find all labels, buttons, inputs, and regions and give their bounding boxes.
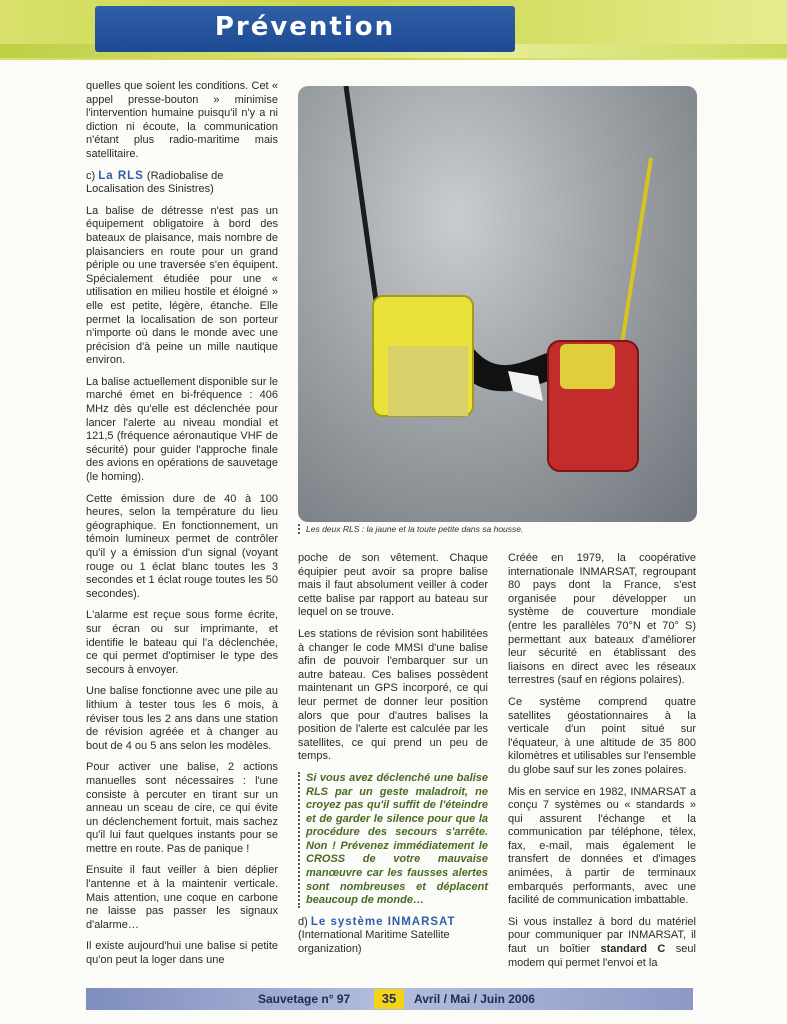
column-2 [298,552,488,965]
paragraph-part: Si vous installez à bord du matériel pour communiquer par INMARSAT, il faut un boîtier [508,915,696,956]
paragraph: Cette émission dure de 40 à 100 heures, selon la température du lieu géographique. En fonctionnement, un témoin lumineux permet de contrôler qu'il y a émission d'un signal (voyant rouge ou 1 éclat blanc toutes les 3 secondes et 1 éclat rouge toutes les 50 secondes). [86,492,278,600]
red-beacon-top [560,344,615,389]
paragraph-part: seul modem qui permet l'envoi et la [508,943,696,969]
paragraph: La balise de détresse n'est pas un équipement obligatoire à bord des bateaux de plaisance, mais nombre de plaisanciers en route pour un grand périple ou une traversée s'en équipent. Spécialement étudiée pour une « utilisation en milieu hostile et éloigné » elle est petite, légère, étanche. Elle permet la localisation de son porteur n'importe où dans le monde avec une précision d'à peine un mille nautique environ. [86,204,278,367]
paragraph: La balise actuellement disponible sur le marché émet en bi-fréquence : 406 MHz dès qu'elle est déclenchée pour lancer l'alerte au niveau mondial et 121,5 (fréquence aéronautique VHF de sécurité) pour guider l'approche finale des avions en opérations de sauvetage (le homing). [86,375,279,484]
paragraph: quelles que soient les conditions. Cet « appel presse-bouton » minimise l'intervention humaine puisqu'il n'y a ni diction ni écoute, la communication n'étant plus radio-maritime mais satellitaire. [86,80,278,160]
paragraph: Ensuite il faut veiller à bien déplier l'antenne et à la maintenir verticale. Mais attention, une coque en carbone ne laisse pas passer les signaux d'alarme… [86,864,278,931]
photo-caption: Les deux RLS : la jaune et la toute petite dans sa housse. [298,524,705,534]
column-3 [508,552,696,978]
warning-quote: Si vous avez déclenché une balise RLS par un geste maladroit, ne croyez pas qu'il suffit de l'éteindre et de garder le silence pour que la procédure des secours s'arrête. Non ! Prévenez immédiatement le CROSS de votre mauvaise manœuvre car les fausses alertes sont nombreuses et déplacent beaucoup de monde… [298,772,488,908]
section-d-heading [298,916,488,957]
column-1 [86,80,278,976]
section-c-title: La RLS [98,169,144,182]
paragraph: Mis en service en 1982, INMARSAT a conçu 7 systèmes ou « standards » qui assurent l'échange et la communication par téléphone, télex, fax, e-mail, mais également le transfert de données et d'images animées, à partir de terminaux embarqués performants, avec une facilité de communication imbattable. [508,785,696,907]
paragraph: poche de son vêtement. Chaque équipier peut avoir sa propre balise mais il faut absolument veiller à coder cette balise par rapport au bateau sur lequel on se trouve. [298,552,488,619]
antenna-right [620,158,651,356]
section-d-subtitle: (International Maritime Satellite organization) [298,929,450,956]
section-d-label: d) [298,915,311,928]
paragraph: Ce système comprend quatre satellites géostationnaires à la verticale d'un point situé sur l'équateur, à une altitude de 35 800 kilomètres et utilisables sur l'ensemble du globe sauf sur les zones polaires. [508,695,696,776]
section-c-label: c) [86,169,99,182]
yellow-beacon-label [388,346,468,416]
paragraph: Une balise fonctionne avec une pile au lithium à tester tous les 6 mois, à réviser tous les 2 ans dans une station de révision agréée et à changer au bout de 4 ou 5 ans selon les modèles. [86,685,278,752]
footer-issue: Sauvetage n° 97 [258,992,351,1006]
standard-c-term: standard C [600,943,666,956]
footer-date: Avril / Mai / Juin 2006 [414,992,535,1006]
section-c-heading [86,170,278,197]
paragraph: Il existe aujourd'hui une balise si petite qu'on peut la loger dans une [86,940,278,967]
section-d-title: Le système INMARSAT [310,915,456,928]
section-c-subtitle: (Radiobalise de Localisation des Sinistres) [86,169,224,196]
paragraph: L'alarme est reçue sous forme écrite, sur écran ou sur imprimante, et identifie le bateau qui l'a déclenchée, ce qui permet d'optimiser le type des secours à envoyer. [86,609,278,676]
paragraph [508,916,696,970]
antenna-left [346,86,376,301]
paragraph: Créée en 1979, la coopérative internationale INMARSAT, regroupant 80 pays dont la France, s'est organisée pour développer un système de couverture mondiale (entre les parallèles 70°N et 70° S) permettant aux bateaux d'améliorer leur sécurité en établissant des liaisons en direct avec les réseaux terrestres (sauf en régions polaires). [508,552,696,687]
beacon-photo [298,86,697,522]
page-title: Prévention [214,12,396,42]
paragraph: Les stations de révision sont habilitées à changer le code MMSI d'une balise afin de pouvoir l'embarquer sur un autre bateau. Ces balises possèdent maintenant un GPS incorporé, ce qui leur permet de donner leur position alors que pour d'autres balises la position de l'alerte est calculée par les satellites, ce qui prend un peu de temps. [298,627,488,763]
paragraph: Pour activer une balise, 2 actions manuelles sont nécessaires : l'une consiste à percuter en tirant sur un anneau un sceau de cire, ce qui évite un déclenchement fortuit, mais sachez qu'il lui faut quelques instants pour se mettre en route. Pas de panique ! [86,761,278,855]
beacon-illustration [298,86,697,522]
page-number: 35 [374,989,404,1009]
